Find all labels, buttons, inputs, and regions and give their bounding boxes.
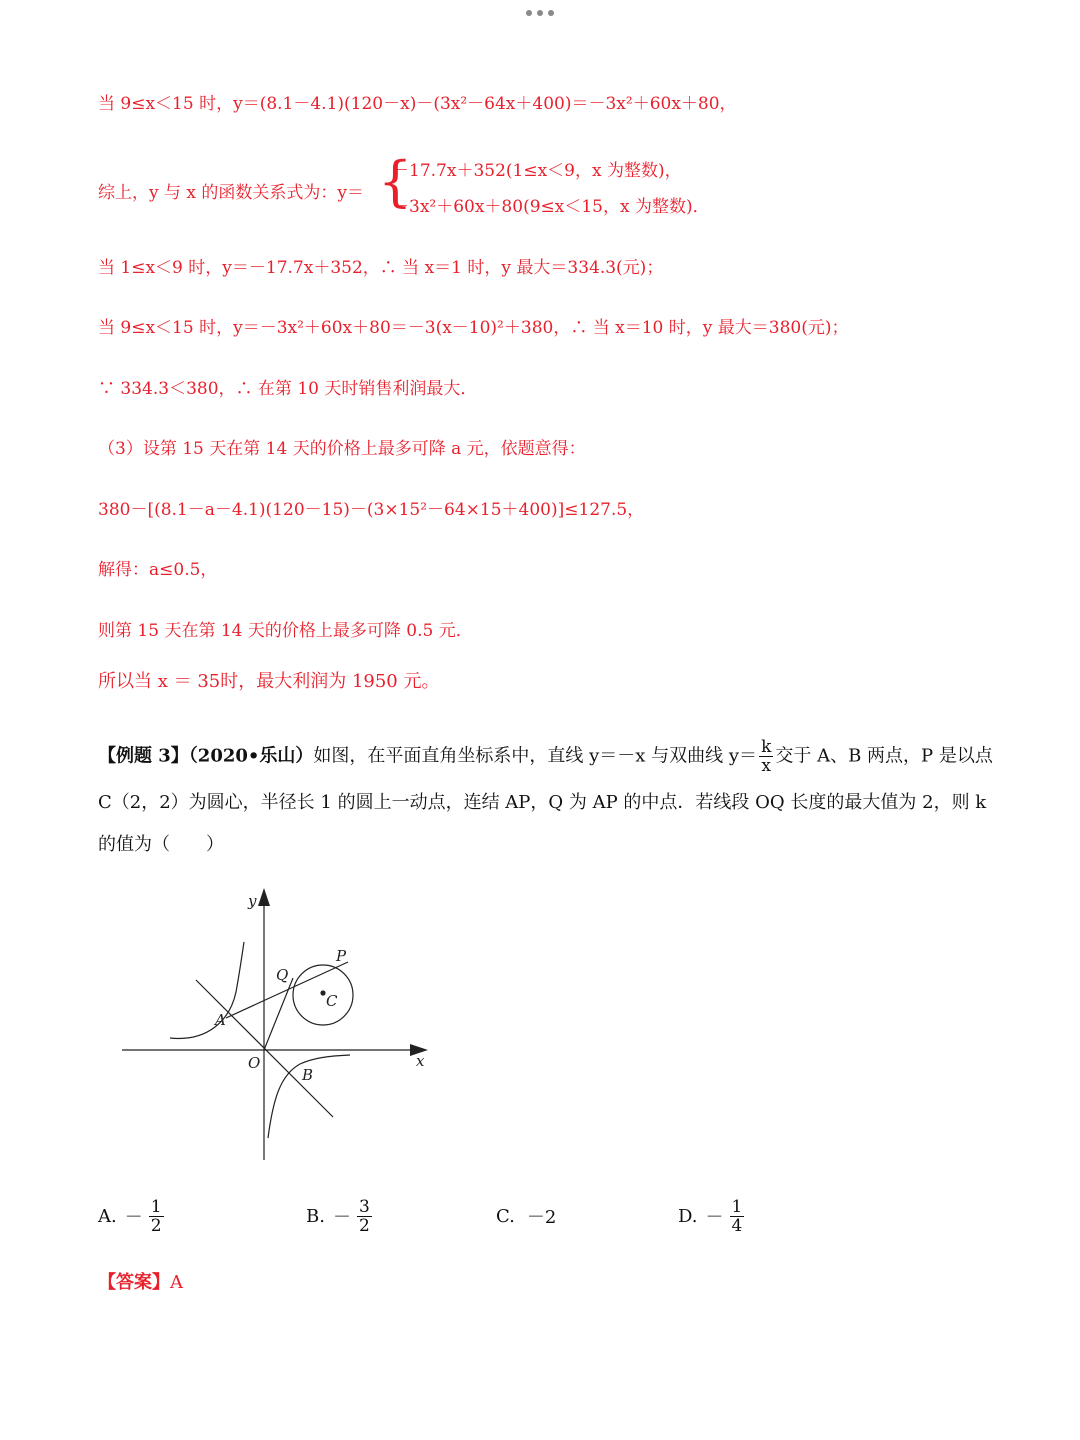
answer-options xyxy=(98,1194,978,1244)
option-b-sign: － xyxy=(332,1207,351,1228)
coordinate-figure xyxy=(118,880,438,1165)
example-line-1 xyxy=(98,738,993,775)
solution-line-3: 当 1≤x＜9 时，y＝－17.7x＋352，∴ 当 x＝1 时，y 最大＝334.3(元)； xyxy=(98,258,664,278)
option-b-letter: B. xyxy=(306,1205,325,1227)
option-a-numerator: 1 xyxy=(150,1196,162,1217)
label-q: Q xyxy=(276,966,289,984)
option-b-fraction xyxy=(357,1198,372,1235)
solution-line-9: 则第 15 天在第 14 天的价格上最多可降 0.5 元． xyxy=(98,621,473,641)
piecewise-label: 综上，y 与 x 的函数关系式为：y＝ xyxy=(98,183,365,203)
example-text-1b: 交于 A、B 两点，P 是以点 xyxy=(775,745,993,767)
label-y: y xyxy=(248,892,257,910)
label-c: C xyxy=(326,992,338,1010)
option-d-fraction xyxy=(730,1198,745,1235)
example-tag: 【例题 3】 xyxy=(98,745,189,767)
option-d-denominator: 4 xyxy=(731,1215,743,1236)
label-x: x xyxy=(416,1052,425,1070)
option-d[interactable] xyxy=(678,1194,746,1238)
option-d-letter: D. xyxy=(678,1205,698,1227)
option-a-denominator: 2 xyxy=(150,1215,162,1236)
option-d-numerator: 1 xyxy=(731,1196,743,1217)
solution-line-4: 当 9≤x＜15 时，y＝－3x²＋60x＋80＝－3(x－10)²＋380，∴ 当 x＝10 时，y 最大＝380(元)； xyxy=(98,318,849,338)
solution-line-10: 所以当 x ＝ 35时，最大利润为 1950 元。 xyxy=(98,671,440,692)
piecewise-row-2: －3x²＋60x＋80(9≤x＜15，x 为整数)． xyxy=(392,197,710,217)
option-c-letter: C. xyxy=(496,1205,515,1227)
option-b-numerator: 3 xyxy=(358,1196,370,1217)
y-axis-arrow-icon xyxy=(258,888,270,906)
solution-line-8: 解得：a≤0.5， xyxy=(98,560,218,580)
answer-value: A xyxy=(170,1272,183,1293)
label-p: P xyxy=(336,947,347,965)
option-c[interactable] xyxy=(496,1194,556,1238)
example-line-3: 的值为（ ） xyxy=(98,834,224,855)
option-a[interactable] xyxy=(98,1194,166,1238)
solution-line-5: ∵ 334.3＜380，∴ 在第 10 天时销售利润最大． xyxy=(98,379,478,399)
option-c-value: －2 xyxy=(526,1207,557,1228)
k-over-x-fraction xyxy=(759,738,773,775)
option-b-denominator: 2 xyxy=(358,1215,370,1236)
label-o: O xyxy=(248,1054,261,1072)
solution-line-1: 当 9≤x＜15 时，y＝(8.1－4.1)(120－x)－(3x²－64x＋400)＝－3x²＋60x＋80， xyxy=(98,94,737,114)
label-a: A xyxy=(215,1011,226,1029)
label-b: B xyxy=(302,1066,314,1084)
left-brace: { xyxy=(378,150,413,213)
option-b[interactable] xyxy=(306,1194,374,1238)
example-source: （2020•乐山） xyxy=(188,745,314,767)
segment-oq xyxy=(264,978,293,1050)
fraction-denominator: x xyxy=(761,756,772,776)
example-text-1a: 如图，在平面直角坐标系中，直线 y＝－x 与双曲线 y＝ xyxy=(313,745,758,767)
option-a-fraction xyxy=(149,1198,164,1235)
solution-line-7: 380－[(8.1－a－4.1)(120－15)－(3×15²－64×15＋400)]≤127.5， xyxy=(98,500,645,520)
answer-label: 【答案】 xyxy=(98,1272,170,1293)
fraction-numerator: k xyxy=(761,737,772,757)
more-options-icon[interactable] xyxy=(524,6,556,20)
solution-line-6: （3）设第 15 天在第 14 天的价格上最多可降 a 元，依题意得： xyxy=(98,439,586,459)
option-a-sign: － xyxy=(124,1207,143,1228)
example-line-2: C（2，2）为圆心，半径长 1 的圆上一动点，连结 AP，Q 为 AP 的中点．若线段 OQ 长度的最大值为 2，则 k xyxy=(98,792,987,813)
answer-line xyxy=(98,1268,183,1294)
center-point xyxy=(320,990,325,995)
piecewise-row-1: －17.7x＋352(1≤x＜9，x 为整数)， xyxy=(392,161,682,181)
option-d-sign: － xyxy=(705,1207,724,1228)
option-a-letter: A. xyxy=(98,1205,117,1227)
